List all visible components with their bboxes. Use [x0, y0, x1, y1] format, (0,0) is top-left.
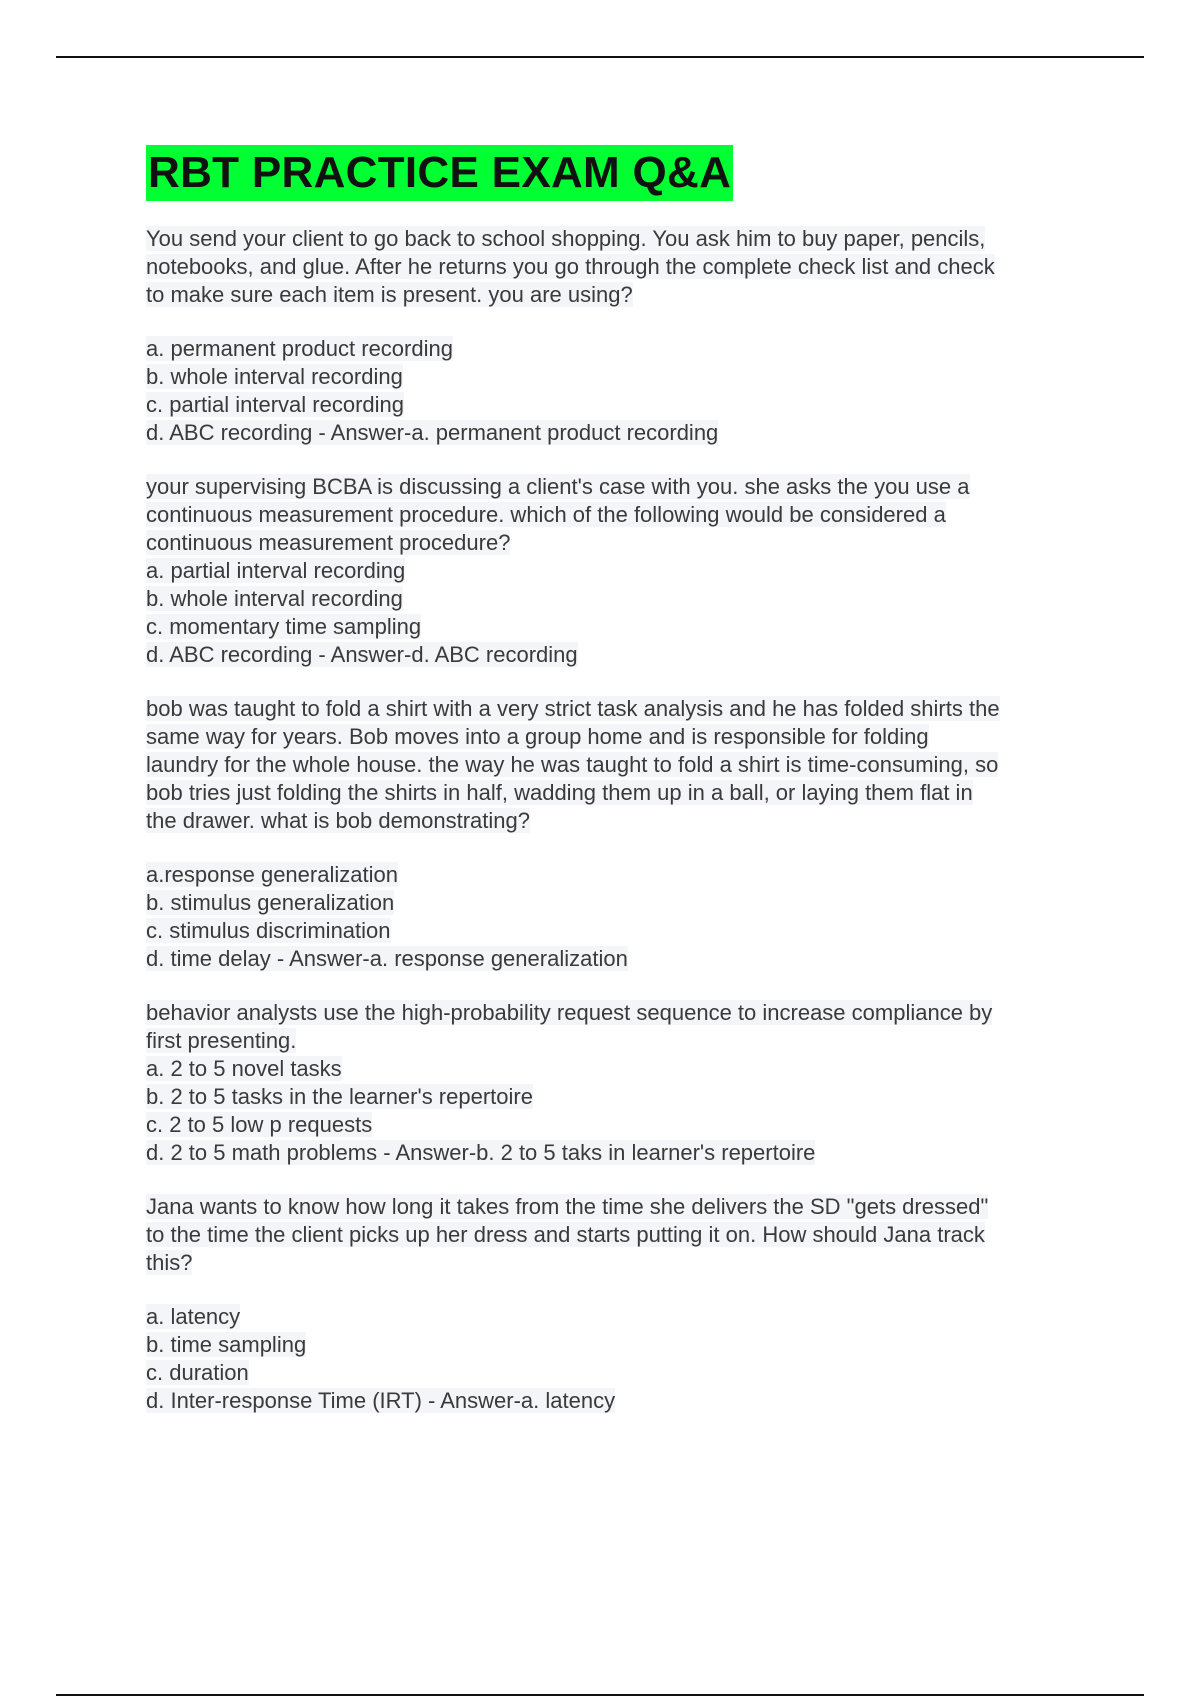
answer-option: c. stimulus discrimination — [146, 918, 391, 943]
question-text-line: same way for years. Bob moves into a group home and is responsible for folding — [146, 724, 929, 749]
question-text-line: the drawer. what is bob demonstrating? — [146, 808, 531, 833]
header-rule — [56, 56, 1144, 58]
answer-option-with-key: d. ABC recording - Answer-a. permanent product recording — [146, 420, 719, 445]
answer-option: b. time sampling — [146, 1332, 307, 1357]
answer-option: a. latency — [146, 1304, 241, 1329]
document-body — [146, 145, 1086, 1415]
question-5-stem — [146, 1193, 1086, 1277]
question-3-options — [146, 861, 1086, 973]
answer-option: c. duration — [146, 1360, 249, 1385]
question-text-line: You send your client to go back to school shopping. You ask him to buy paper, pencils, — [146, 226, 986, 251]
answer-option: c. momentary time sampling — [146, 614, 422, 639]
footer-rule — [56, 1694, 1144, 1696]
answer-option: b. 2 to 5 tasks in the learner's repertoire — [146, 1084, 533, 1109]
question-text-line: bob was taught to fold a shirt with a very strict task analysis and he has folded shirts the — [146, 696, 1000, 721]
answer-option-with-key: d. 2 to 5 math problems - Answer-b. 2 to 5 taks in learner's repertoire — [146, 1140, 816, 1165]
answer-option: a.response generalization — [146, 862, 398, 887]
question-4-options — [146, 1055, 1086, 1167]
answer-option-with-key: d. ABC recording - Answer-d. ABC recording — [146, 642, 578, 667]
question-text-line: your supervising BCBA is discussing a client's case with you. she asks the you use a — [146, 474, 970, 499]
answer-option: a. 2 to 5 novel tasks — [146, 1056, 342, 1081]
question-text-line: notebooks, and glue. After he returns you go through the complete check list and check — [146, 254, 995, 279]
question-text-line: laundry for the whole house. the way he was taught to fold a shirt is time-consuming, so — [146, 752, 999, 777]
question-1-options — [146, 335, 1086, 447]
answer-option: c. partial interval recording — [146, 392, 405, 417]
question-4-stem — [146, 999, 1086, 1055]
question-5-options — [146, 1303, 1086, 1415]
answer-option-with-key: d. time delay - Answer-a. response generalization — [146, 946, 628, 971]
question-1-stem — [146, 225, 1086, 309]
question-text-line: to make sure each item is present. you are using? — [146, 282, 633, 307]
question-text-line: first presenting. — [146, 1028, 297, 1053]
answer-option: a. permanent product recording — [146, 336, 453, 361]
answer-option: a. partial interval recording — [146, 558, 406, 583]
answer-option: c. 2 to 5 low p requests — [146, 1112, 373, 1137]
question-text-line: continuous measurement procedure. which of the following would be considered a — [146, 502, 946, 527]
question-text-line: bob tries just folding the shirts in half, wadding them up in a ball, or laying them flat in — [146, 780, 973, 805]
question-text-line: to the time the client picks up her dress and starts putting it on. How should Jana track — [146, 1222, 985, 1247]
question-text-line: Jana wants to know how long it takes from the time she delivers the SD "gets dressed" — [146, 1194, 989, 1219]
page-title: RBT PRACTICE EXAM Q&A — [146, 145, 733, 201]
answer-option: b. whole interval recording — [146, 364, 403, 389]
question-text-line: behavior analysts use the high-probability request sequence to increase compliance by — [146, 1000, 993, 1025]
answer-option-with-key: d. Inter-response Time (IRT) - Answer-a. latency — [146, 1388, 616, 1413]
question-text-line: this? — [146, 1250, 193, 1275]
question-2-stem — [146, 473, 1086, 557]
question-text-line: continuous measurement procedure? — [146, 530, 511, 555]
question-3-stem — [146, 695, 1086, 835]
answer-option: b. whole interval recording — [146, 586, 403, 611]
answer-option: b. stimulus generalization — [146, 890, 395, 915]
question-2-options — [146, 557, 1086, 669]
